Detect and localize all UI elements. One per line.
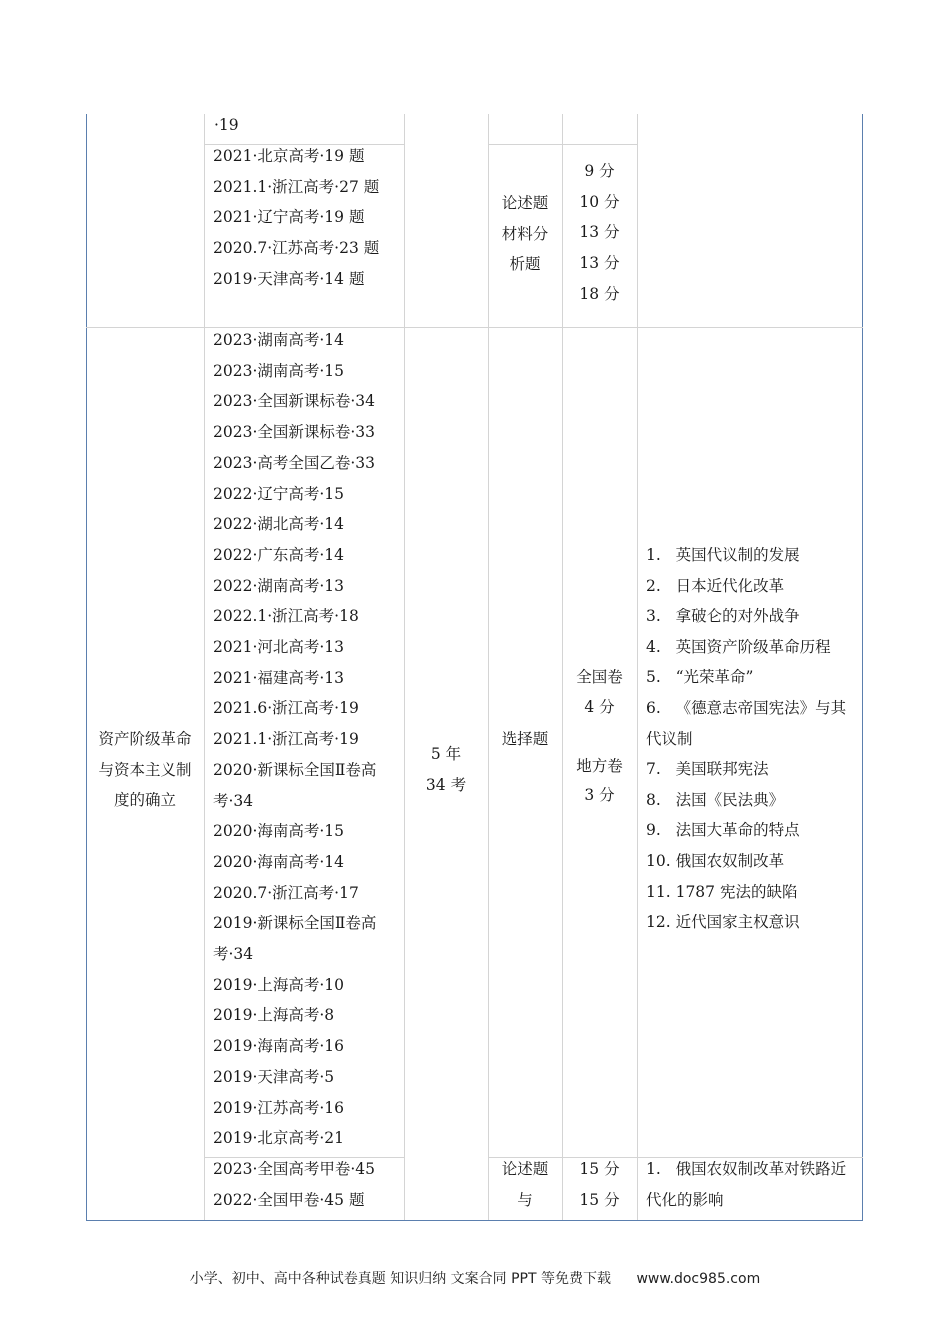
table-gridline <box>86 327 863 328</box>
list-item: 10. 俄国农奴制改革 <box>646 851 785 870</box>
table-gridline <box>637 114 638 1221</box>
list-item: 2019·江苏高考·16 <box>213 1098 345 1117</box>
list-item: 2019·天津高考·5 <box>213 1067 335 1086</box>
frequency-cell: 5 年 34 考 <box>425 745 467 794</box>
list-item: 11. 1787 宪法的缺陷 <box>646 882 798 901</box>
list-item: 2021·北京高考·19 题 <box>213 147 365 165</box>
list-item: 2022·广东高考·14 <box>213 545 345 564</box>
continuation-text: ·19 <box>214 116 239 134</box>
table-gridline <box>404 114 405 1221</box>
list-item: 2023·全国新课标卷·33 <box>213 423 376 442</box>
list-item: 2019·北京高考·21 <box>213 1129 345 1148</box>
list-item: 2023·全国新课标卷·34 <box>213 392 376 411</box>
list-item: 5. “光荣革命” <box>646 668 754 687</box>
list-item: 8. 法国《民法典》 <box>646 790 785 809</box>
knowledge-points-main <box>646 540 846 938</box>
list-item: 2019·天津高考·14 题 <box>213 269 365 288</box>
list-item: 2020.7·浙江高考·17 <box>213 883 359 902</box>
list-item: 2023·全国高考甲卷·45 <box>213 1160 376 1178</box>
list-item: 2023·湖南高考·15 <box>213 361 345 380</box>
list-item: 12. 近代国家主权意识 <box>646 913 800 932</box>
footer-text: 小学、初中、高中各种试卷真题 知识归纳 文案合同 PPT 等免费下载 <box>189 1271 612 1287</box>
list-item: 2022·辽宁高考·15 <box>213 484 345 503</box>
table-gridline <box>488 144 637 145</box>
list-item: 2. 日本近代化改革 <box>646 576 785 595</box>
list-item: 1. 英国代议制的发展 <box>646 546 800 564</box>
list-item: 3. 拿破仑的对外战争 <box>646 607 800 626</box>
question-type-bottom: 论述题 与 <box>501 1160 549 1209</box>
list-item: 2020.7·江苏高考·23 题 <box>213 239 380 258</box>
question-type-top: 论述题 材料分 析题 <box>501 194 549 274</box>
list-item: 2023·高考全国乙卷·33 <box>213 453 376 472</box>
list-item: 考·34 <box>213 945 254 964</box>
list-item: 2020·新课标全国Ⅱ卷高 <box>213 760 377 779</box>
list-item: 代化的影响 <box>646 1190 724 1209</box>
list-item: 2022.1·浙江高考·18 <box>213 607 359 626</box>
list-item: 2019·上海高考·8 <box>213 1006 335 1025</box>
list-item: 2019·上海高考·10 <box>213 975 345 994</box>
list-item: 2021.6·浙江高考·19 <box>213 699 359 718</box>
table-gridline <box>204 114 205 1221</box>
topic-cell: 资产阶级革命 与资本主义制 度的确立 <box>98 730 192 810</box>
list-item: 2021·辽宁高考·19 题 <box>213 208 365 227</box>
scores-main: 全国卷 4 分 地方卷 3 分 <box>576 668 623 804</box>
list-item: 6. 《德意志帝国宪法》与其 <box>646 698 847 717</box>
table-border-right <box>862 114 863 1221</box>
question-type-main: 选择题 <box>501 730 549 748</box>
footer-site-link[interactable]: www.doc985.com <box>636 1271 761 1287</box>
list-item: 考·34 <box>213 791 254 810</box>
list-item: 2019·新课标全国Ⅱ卷高 <box>213 914 377 933</box>
exam-list-bottom <box>213 1154 375 1215</box>
scores-bottom: 15 分 15 分 <box>579 1160 620 1209</box>
list-item: 2020·海南高考·15 <box>213 822 345 841</box>
list-item: 2021.1·浙江高考·19 <box>213 730 359 749</box>
page-footer <box>0 1268 950 1288</box>
knowledge-points-bottom <box>646 1154 846 1215</box>
list-item: 2021·河北高考·13 <box>213 638 345 657</box>
list-item: 2022·全国甲卷·45 题 <box>213 1190 365 1209</box>
table-border-bottom <box>86 1220 863 1221</box>
exam-list-top <box>213 141 379 295</box>
list-item: 2023·湖南高考·14 <box>213 331 345 349</box>
list-item: 2021·福建高考·13 <box>213 668 345 687</box>
list-item: 2019·海南高考·16 <box>213 1037 345 1056</box>
list-item: 9. 法国大革命的特点 <box>646 821 800 840</box>
list-item: 代议制 <box>646 729 693 748</box>
list-item: 2022·湖南高考·13 <box>213 576 345 595</box>
list-item: 2021.1·浙江高考·27 题 <box>213 177 380 196</box>
list-item: 4. 英国资产阶级革命历程 <box>646 637 831 656</box>
table-border-left <box>86 114 87 1221</box>
list-item: 2020·海南高考·14 <box>213 852 345 871</box>
list-item: 7. 美国联邦宪法 <box>646 760 769 779</box>
list-item: 1. 俄国农奴制改革对铁路近 <box>646 1160 847 1178</box>
list-item: 2022·湖北高考·14 <box>213 515 345 534</box>
exam-list-main <box>213 325 376 1154</box>
scores-top: 9 分 10 分 13 分 13 分 18 分 <box>579 162 620 303</box>
